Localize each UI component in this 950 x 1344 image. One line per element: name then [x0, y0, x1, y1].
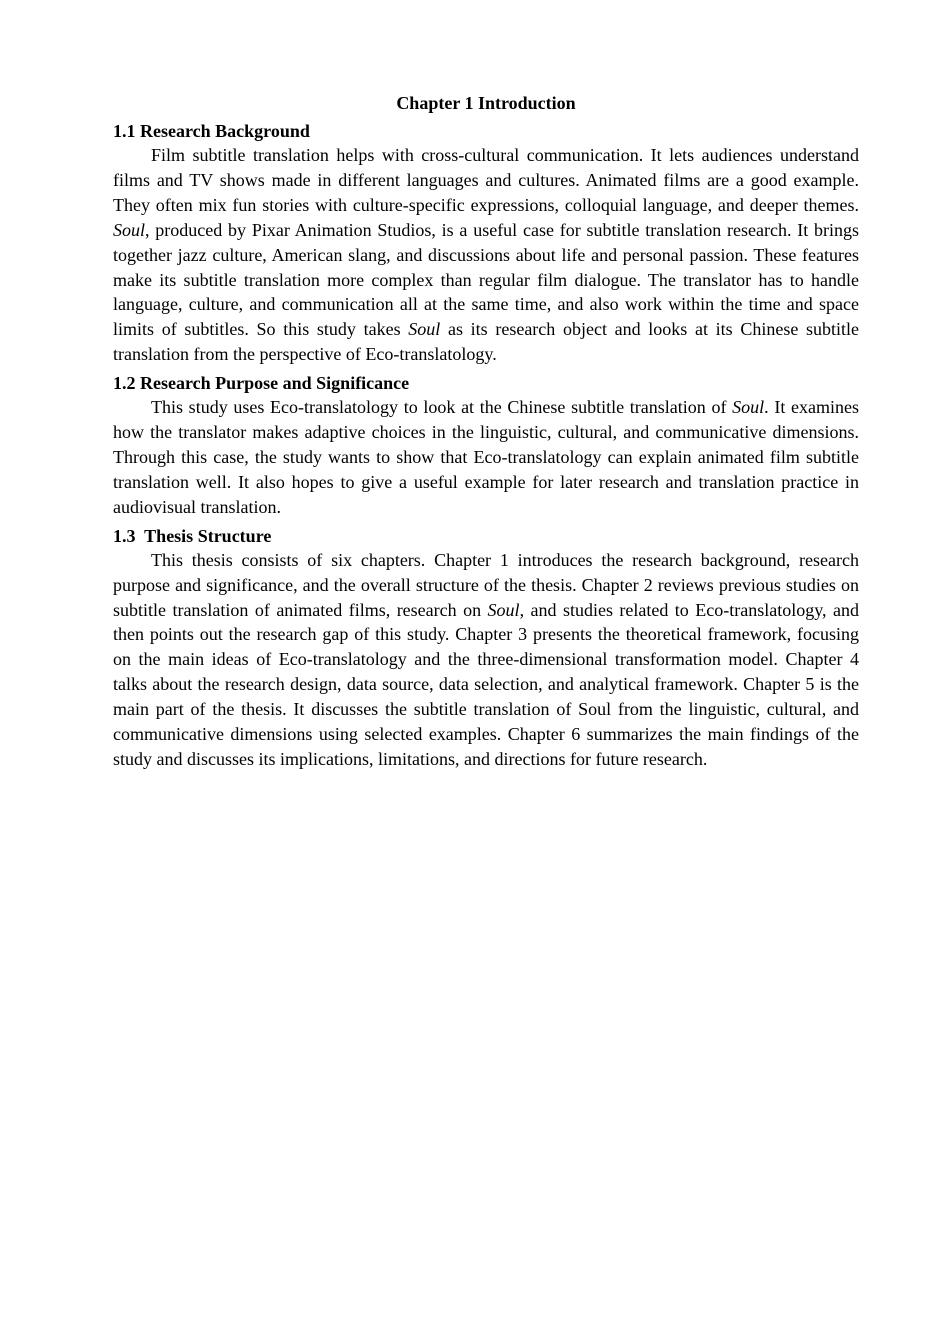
section-research-background — [113, 119, 859, 367]
italic-title: Soul — [113, 219, 146, 240]
text-run: . It examines how the translator makes adaptive choices in the linguistic, cultural, and communicative dimensions. Through this case, the study wants to show that Eco-translatology can explain animated film subtitle translation well. It also hopes to give a useful example for later research and translation practice in audiovisual translation. — [113, 397, 859, 517]
section-heading: 1.1 Research Background — [113, 121, 310, 141]
section-paragraph — [113, 395, 859, 520]
italic-title: Soul — [732, 397, 765, 418]
section-heading: 1.3 Thesis Structure — [113, 525, 272, 546]
text-run: This study uses Eco-translatology to look at the Chinese subtitle translation of — [151, 397, 733, 418]
document-page — [113, 90, 859, 776]
italic-title: Soul — [408, 319, 441, 340]
section-paragraph — [113, 548, 859, 772]
text-run: as its research object and looks at its Chinese subtitle translation from the perspective of Eco-translatology. — [113, 319, 860, 365]
text-run: , and studies related to Eco-translatology, and then points out the research gap of this study. Chapter 3 presents the theoretical framework, focusing on the main ideas of Eco-translatology and the three-dimensional transformation model. Chapter 4 talks about the research design, data source, data selection, and analytical framework. Chapter 5 is the main part of the thesis. It discusses the subtitle translation of Soul from the linguistic, cultural, and communicative dimensions using selected examples. Chapter 6 summarizes the main findings of the study and discusses its implications, limitations, and directions for future research. — [113, 599, 859, 769]
section-research-purpose — [113, 371, 859, 520]
text-run: , produced by Pixar Animation Studios, is a useful case for subtitle translation research. It brings together jazz culture, American slang, and discussions about life and personal passion. These features make its subtitle translation more complex than regular film dialogue. The translator has to handle language, culture, and communication all at the same time, and also work within the time and space limits of subtitles. So this study takes — [113, 219, 859, 340]
chapter-title: Chapter 1 Introduction — [396, 93, 576, 113]
text-run: Film subtitle translation helps with cross-cultural communication. It lets audiences understand films and TV shows made in different languages and cultures. Animated films are a good example. They often mix fun stories with culture-specific expressions, colloquial language, and deeper themes. — [113, 145, 859, 215]
section-heading: 1.2 Research Purpose and Significance — [113, 373, 410, 394]
section-paragraph — [113, 143, 859, 367]
italic-title: Soul — [487, 599, 520, 620]
text-run: This thesis consists of six chapters. Chapter 1 introduces the research background, research purpose and significance, and the overall structure of the thesis. Chapter 2 reviews previous studies on subtitle translation of animated films, research on — [113, 549, 859, 620]
section-thesis-structure — [113, 524, 859, 772]
